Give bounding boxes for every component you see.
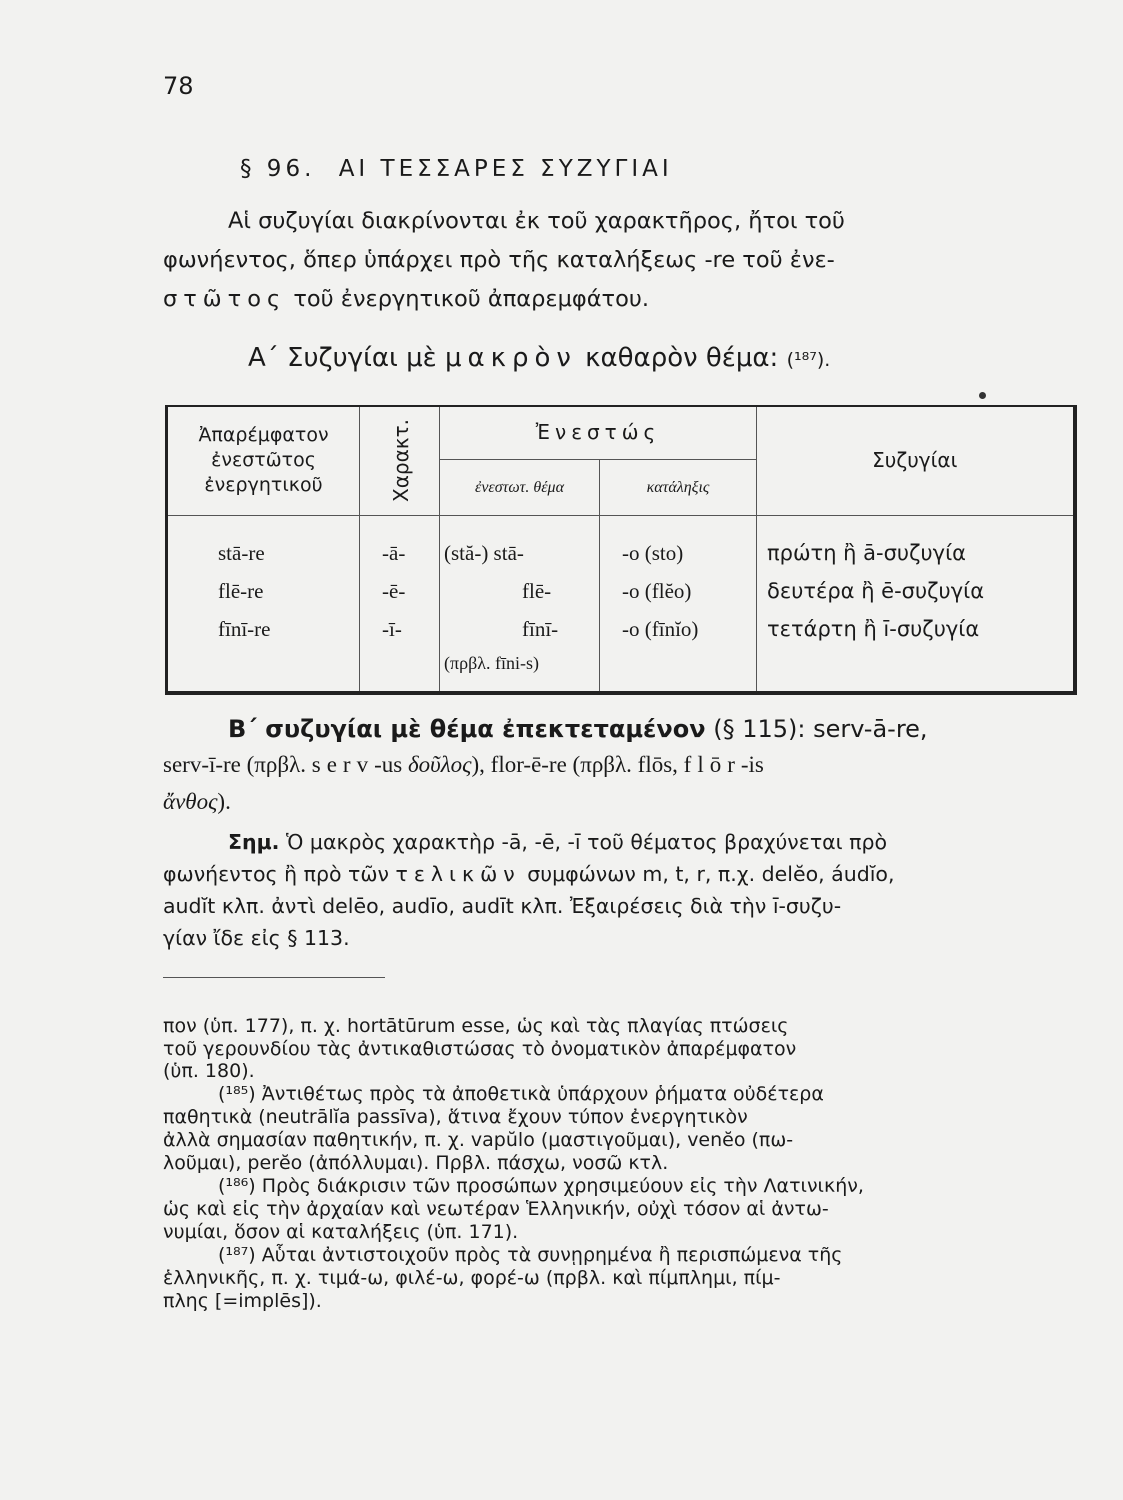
note-line-2 [163, 862, 895, 886]
infinitive-3: fīnī-re [218, 616, 271, 641]
footnote-187-line-2: ἑλληνικῆς, π. χ. τιμά-ω, φιλέ-ω, φορέ-ω (πρβλ. καὶ πίμπλημι, πίμ- [163, 1267, 781, 1289]
subheading-a-part-3: καθαρὸν θέμα: [576, 343, 779, 373]
conjugation-2: δευτέρα ἢ ē-συζυγία [767, 578, 985, 603]
footnote-186-text: Πρὸς διάκρισιν τῶν προσώπων χρησιμεύουν εἰς τὴν Λατινικήν, [255, 1175, 864, 1197]
subheading-b-title: Β΄ συζυγίαι μὲ θέμα ἐπεκτεταμένον [228, 715, 706, 743]
note-l2-a: φωνήεντος ἢ πρὸ τῶν [163, 862, 396, 886]
intro-line-3 [163, 286, 649, 312]
conjugation-1: πρώτη ἢ ā-συζυγία [767, 540, 967, 565]
characters-cell [360, 515, 440, 693]
stem-note: (πρβλ. fīni-s) [444, 652, 539, 673]
subheading-a [248, 343, 830, 373]
sb-l2-a: serv-ī-re (πρβλ. [163, 752, 312, 777]
header-present-stem: ἐνεστωτ. θέμα [440, 459, 600, 515]
header-conjugations: Συζυγίαι [757, 406, 1075, 515]
conjugations-cell [757, 515, 1075, 693]
footnote-187-line-3: πλης [=implēs]). [163, 1290, 322, 1312]
infinitive-2: flē-re [218, 578, 264, 603]
header-infinitive [167, 406, 360, 515]
character-3: -ī- [382, 616, 402, 641]
subheading-b-line-1 [228, 715, 928, 743]
conjugation-3: τετάρτη ἢ ī-συζυγία [767, 616, 980, 641]
footnote-185-text: Ἀντιθέτως πρὸς τὰ ἀποθετικὰ ὑπάρχουν ῥήματα οὐδέτερα [255, 1083, 824, 1105]
ending-3: -o (fīnĭo) [622, 616, 699, 641]
footnote-185-line-3: ἀλλὰ σημασίαν παθητικήν, π. χ. vapŭlo (μαστιγοῦμαι), venĕo (πω- [163, 1129, 794, 1151]
infinitives-cell [167, 515, 360, 693]
note-l2-c: συμφώνων m, t, r, π.χ. delĕo, áudĭo, [520, 862, 895, 886]
sb-l3-b: ). [217, 789, 231, 814]
footnote-cont-line-3: (ὑπ. 180). [163, 1060, 255, 1082]
sb-l2-f: flōr [683, 752, 741, 777]
footnote-185-mark: (¹⁸⁵) [218, 1083, 256, 1105]
header-ending: κατάληξις [600, 459, 757, 515]
intro-line-3-rest: τοῦ ἐνεργητικοῦ ἀπαρεμφάτου. [286, 286, 650, 312]
footnote-separator [163, 977, 385, 978]
footnote-cont-line-2: τοῦ γερουνδίου τὰς ἀντικαθιστώσας τὸ ὀνοματικὸν ἀπαρέμφατον [163, 1038, 797, 1060]
stem-1: (stă-) stā- [444, 540, 524, 565]
infinitive-1: stā-re [218, 540, 265, 565]
header-infinitive-line-3: ἐνεργητικοῦ [204, 474, 323, 497]
footnote-185-line-2: παθητικὰ (neutrālĭa passīva), ἅτινα ἔχουν τύπον ἐνεργητικὸν [163, 1106, 748, 1128]
note-line-1-text: Ὁ μακρὸς χαρακτὴρ -ā, -ē, -ī τοῦ θέματος βραχύνεται πρὸ [279, 830, 888, 854]
character-2: -ē- [382, 578, 406, 603]
intro-line-1: Αἱ συζυγίαι διακρίνονται ἐκ τοῦ χαρακτῆρος, ἤτοι τοῦ [228, 208, 845, 234]
sb-l2-e: ), flor-ē-re (πρβλ. flōs, [471, 752, 684, 777]
subheading-a-part-1: Α΄ Συζυγίαι μὲ [248, 343, 445, 373]
conjugation-table [165, 405, 1077, 695]
footnote-ref-187: (¹⁸⁷). [786, 349, 831, 371]
footnote-186-line-1 [218, 1175, 864, 1197]
endings-cell [600, 515, 757, 693]
intro-line-2: φωνήεντος, ὅπερ ὑπάρχει πρὸ τῆς καταλήξεως -re τοῦ ἐνε- [163, 247, 835, 273]
header-character [360, 406, 440, 515]
footnote-186-line-3: νυμίαι, ὅσον αἱ καταλήξεις (ὑπ. 171). [163, 1221, 519, 1243]
spaced-word: στῶτος [163, 286, 287, 312]
footnote-185-line-1 [218, 1083, 824, 1105]
subheading-b-line-2 [163, 752, 764, 778]
note-line-1 [228, 830, 887, 854]
character-1: -ā- [382, 540, 406, 565]
footnote-185-line-4: λοῦμαι), perĕo (ἀπόλλυμαι). Πρβλ. πάσχω, νοσῶ κτλ. [163, 1152, 669, 1174]
subheading-a-spaced: μακρὸν [444, 343, 577, 373]
stem-3: fīnī- [522, 616, 559, 641]
header-character-text: Χαρακτ. [388, 418, 413, 502]
subheading-b-line-3 [163, 789, 231, 815]
section-heading [240, 156, 673, 182]
header-infinitive-line-2: ἐνεστῶτος [211, 449, 316, 472]
sb-l3-a: ἄνθος [163, 789, 218, 814]
note-line-4: γίαν ἴδε εἰς § 113. [163, 926, 350, 950]
ink-dot [979, 392, 986, 399]
ending-2: -o (flĕo) [622, 578, 692, 603]
stems-cell [440, 515, 600, 693]
sb-l2-g: -is [740, 752, 764, 777]
sb-l2-c: -us [374, 752, 408, 777]
footnote-187-mark: (¹⁸⁷) [218, 1244, 256, 1266]
section-title: ΑΙ ΤΕΣΣΑΡΕΣ ΣΥΖΥΓΙΑΙ [338, 156, 673, 182]
ending-1: -o (sto) [622, 540, 684, 565]
page-number: 78 [163, 72, 194, 100]
sb-l2-d: δοῦλος [407, 752, 472, 777]
note-label: Σημ. [228, 830, 280, 854]
stem-2: flē- [522, 578, 552, 603]
sb-l2-b: serv [311, 752, 375, 777]
note-l2-b: τελικῶν [395, 862, 521, 886]
footnote-187-text: Αὗται ἀντιστοιχοῦν πρὸς τὰ συνῃρημένα ἢ περισπώμενα τῆς [255, 1244, 843, 1266]
header-infinitive-line-1: Ἀπαρέμφατον [198, 424, 329, 447]
note-line-3: audĭt κλπ. ἀντὶ delēo, audīo, audīt κλπ. Ἐξαιρέσεις διὰ τὴν ī-συζυ- [163, 894, 842, 918]
header-present: Ἐνεστώς [440, 406, 757, 459]
footnote-186-mark: (¹⁸⁶) [218, 1175, 256, 1197]
section-number: § 96. [240, 156, 316, 182]
footnote-cont-line-1: πον (ὑπ. 177), π. χ. hortātūrum esse, ὡς καὶ τὰς πλαγίας πτώσεις [163, 1015, 789, 1037]
footnote-187-line-1 [218, 1244, 842, 1266]
subheading-b-ref: (§ 115): serv-ā-re, [705, 715, 928, 743]
footnote-186-line-2: ὡς καὶ εἰς τὴν ἀρχαίαν καὶ νεωτέραν Ἑλληνικήν, οὐχὶ τόσον αἱ ἀντω- [163, 1198, 829, 1220]
